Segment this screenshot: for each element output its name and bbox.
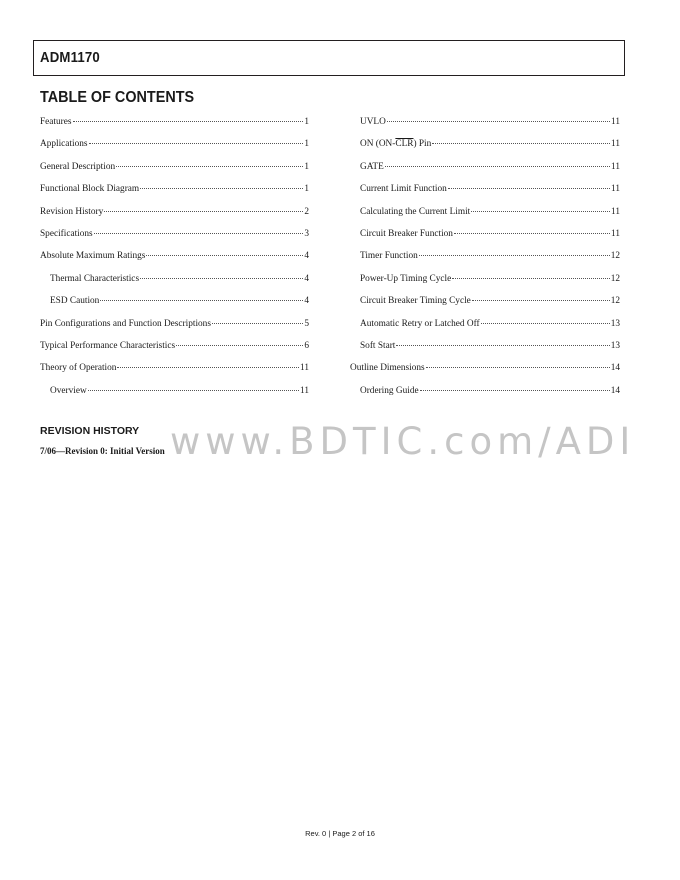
- toc-title: TABLE OF CONTENTS: [40, 89, 195, 106]
- toc-entry-page: 6: [304, 340, 309, 351]
- toc-entry[interactable]: [350, 380, 620, 402]
- toc-entry[interactable]: [350, 223, 620, 245]
- toc-dot-leader: [420, 390, 610, 391]
- toc-entry-label: GATE: [360, 161, 384, 172]
- toc-dot-leader: [419, 255, 610, 256]
- toc-dot-leader: [432, 143, 610, 144]
- toc-entry-page: 13: [610, 340, 620, 351]
- toc-entry-label: Thermal Characteristics: [50, 273, 140, 284]
- toc-entry-label: Calculating the Current Limit: [360, 206, 471, 217]
- toc-entry[interactable]: [350, 357, 620, 379]
- toc-entry-page: 1: [304, 184, 309, 195]
- toc-entry-label: Ordering Guide: [360, 385, 419, 396]
- toc-entry-label: Timer Function: [360, 251, 418, 262]
- toc-entry-page: 5: [304, 318, 309, 329]
- toc-entry-label: Specifications: [40, 228, 93, 239]
- toc-entry-label-part: ON (ON-: [360, 139, 396, 150]
- toc-entry-page: 11: [611, 139, 620, 150]
- toc-entry-label-part: ) Pin: [413, 139, 432, 150]
- toc-dot-leader: [176, 345, 303, 346]
- toc-entry[interactable]: [350, 111, 620, 133]
- toc-entry-label: Circuit Breaker Function: [360, 228, 453, 239]
- toc-dot-leader: [89, 143, 304, 144]
- toc-entry-label: Functional Block Diagram: [40, 184, 140, 195]
- toc-entry-label: [360, 133, 431, 155]
- watermark: www.BDTIC.com/ADI: [170, 420, 636, 463]
- toc-entry[interactable]: [350, 201, 620, 223]
- toc-entry-page: 3: [304, 228, 309, 239]
- toc-dot-leader: [73, 121, 304, 122]
- toc-entry-label: Outline Dimensions: [350, 363, 425, 374]
- toc-dot-leader: [88, 390, 299, 391]
- toc-dot-leader: [100, 300, 303, 301]
- toc-entry-page: 11: [300, 363, 309, 374]
- toc-entry-label: Revision History: [40, 206, 104, 217]
- toc-entry-label: Features: [40, 117, 72, 127]
- toc-entry[interactable]: [350, 268, 620, 290]
- toc-dot-leader: [481, 323, 610, 324]
- toc-entry-page: 11: [611, 161, 620, 172]
- toc-dot-leader: [94, 233, 304, 234]
- toc-entry-label: Applications: [40, 139, 88, 150]
- toc-dot-leader: [146, 255, 303, 256]
- toc-entry[interactable]: [40, 357, 309, 379]
- toc-entry-label: Overview: [50, 385, 87, 396]
- toc-entry-page: 1: [304, 161, 309, 172]
- page-header: [33, 40, 625, 76]
- toc-entry[interactable]: [350, 245, 620, 267]
- toc-entry[interactable]: [350, 313, 620, 335]
- toc-entry-label-overline: $\overline{CLR}$: [395, 139, 414, 150]
- toc-entry-page: 12: [610, 296, 620, 307]
- toc-dot-leader: [454, 233, 610, 234]
- toc-dot-leader: [140, 188, 303, 189]
- toc-entry-label: Typical Performance Characteristics: [40, 340, 176, 351]
- document-title: ADM1170: [40, 49, 100, 66]
- toc-entry[interactable]: [350, 133, 620, 155]
- toc-entry-label: Circuit Breaker Timing Cycle: [360, 296, 471, 307]
- toc-entry-label: Soft Start: [360, 340, 396, 351]
- toc-entry-page: 1: [304, 139, 309, 150]
- toc-entry-page: 11: [611, 117, 620, 127]
- toc-entry-page: 12: [610, 251, 620, 262]
- toc-entry-label: General Description: [40, 161, 116, 172]
- toc-dot-leader: [116, 166, 303, 167]
- toc-entry-page: 12: [610, 273, 620, 284]
- toc-left-column: [40, 111, 309, 402]
- toc-dot-leader: [452, 278, 609, 279]
- toc-entry-page: 1: [304, 117, 309, 127]
- toc-dot-leader: [212, 323, 303, 324]
- toc-entry-label: Power-Up Timing Cycle: [360, 273, 452, 284]
- toc-dot-leader: [117, 367, 299, 368]
- toc-entry-label: ESD Caution: [50, 296, 100, 307]
- toc-entry[interactable]: [40, 223, 309, 245]
- toc-entry-label: Theory of Operation: [40, 363, 117, 374]
- toc-entry[interactable]: [40, 111, 309, 133]
- toc-dot-leader: [471, 211, 610, 212]
- toc-entry[interactable]: [40, 245, 309, 267]
- toc-entry-page: 2: [304, 206, 309, 217]
- revision-history-heading: REVISION HISTORY: [40, 425, 140, 437]
- toc-dot-leader: [104, 211, 303, 212]
- toc-entry[interactable]: [40, 156, 309, 178]
- toc-entry-label: Current Limit Function: [360, 184, 447, 195]
- toc-entry-page: 11: [300, 385, 309, 396]
- toc-entry[interactable]: [350, 156, 620, 178]
- toc-entry[interactable]: [40, 313, 309, 335]
- page-footer: Rev. 0 | Page 2 of 16: [305, 829, 375, 838]
- toc-entry-page: 4: [304, 273, 309, 284]
- toc-entry[interactable]: [40, 290, 309, 312]
- toc-entry[interactable]: [350, 335, 620, 357]
- toc-entry[interactable]: [40, 335, 309, 357]
- toc-entry-page: 4: [304, 296, 309, 307]
- toc-entry[interactable]: [350, 290, 620, 312]
- toc-entry-page: 14: [610, 363, 620, 374]
- toc-entry-page: 14: [610, 385, 620, 396]
- toc-dot-leader: [448, 188, 610, 189]
- toc-entry-page: 4: [304, 251, 309, 262]
- toc-entry-label: Absolute Maximum Ratings: [40, 251, 146, 262]
- toc-dot-leader: [426, 367, 610, 368]
- toc-right-column: [350, 111, 620, 402]
- revision-history-entry: 7/06—Revision 0: Initial Version: [40, 446, 165, 456]
- toc-entry[interactable]: [350, 178, 620, 200]
- toc-entry-page: 11: [611, 206, 620, 217]
- toc-entry[interactable]: [40, 178, 309, 200]
- toc-dot-leader: [387, 121, 610, 122]
- toc-entry-page: 11: [611, 228, 620, 239]
- toc-dot-leader: [396, 345, 609, 346]
- toc-entry-label: Automatic Retry or Latched Off: [360, 318, 480, 329]
- toc-entry[interactable]: [40, 380, 309, 402]
- toc-entry[interactable]: [40, 268, 309, 290]
- toc-entry-label: Pin Configurations and Function Descriptions: [40, 318, 211, 329]
- toc-entry-label: UVLO: [360, 117, 386, 127]
- toc-entry[interactable]: [40, 133, 309, 155]
- toc-dot-leader: [385, 166, 610, 167]
- toc-dot-leader: [140, 278, 303, 279]
- toc-entry-page: 13: [610, 318, 620, 329]
- toc-dot-leader: [472, 300, 610, 301]
- toc-entry[interactable]: [40, 201, 309, 223]
- toc-entry-page: 11: [611, 184, 620, 195]
